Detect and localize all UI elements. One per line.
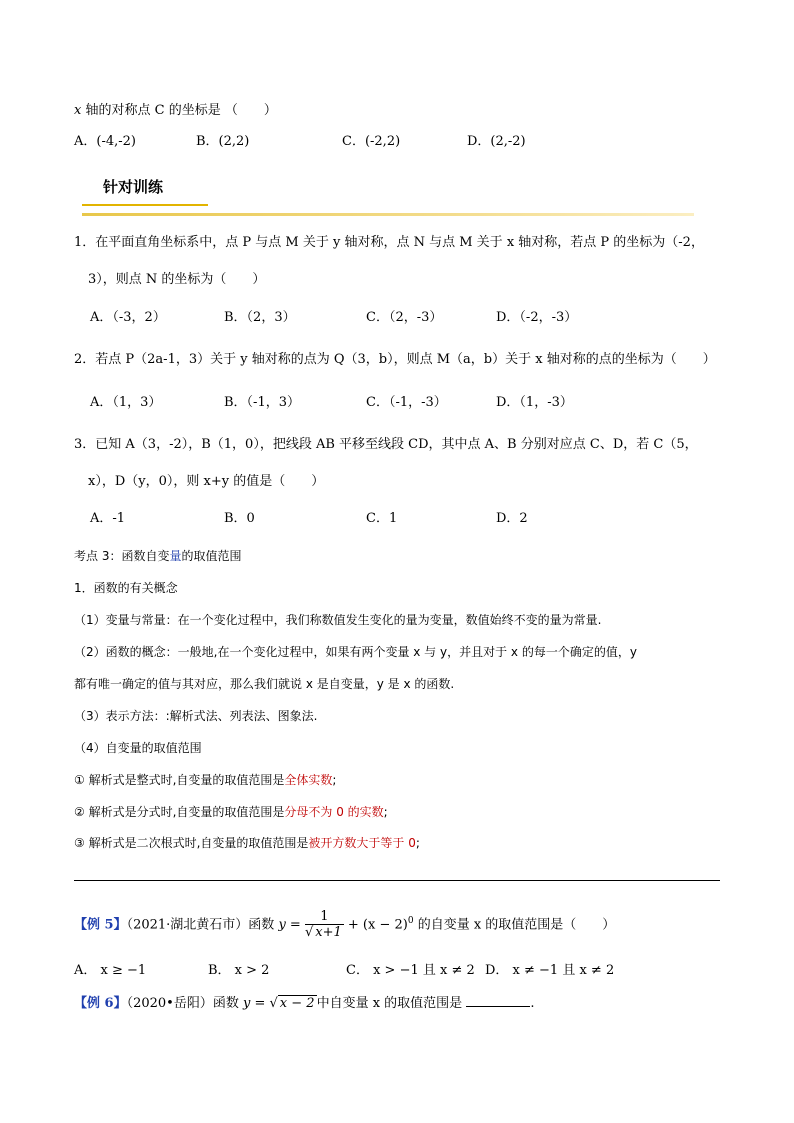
ex5-option-d[interactable]: D． x ≠ −1 且 x ≠ 2 [485,963,615,978]
q2-option-c[interactable]: C．（-1，-3） [366,395,447,410]
q3-stem-line2: x），D（y，0），则 x+y 的值是（ ） [88,474,325,489]
option-d[interactable]: D．(2,-2) [467,134,526,149]
rule-polynomial: ① 解析式是整式时,自变量的取值范围是全体实数; [74,773,337,787]
kaodian-title: 考点 3：函数自变量的取值范围 [74,549,242,563]
q2-option-d[interactable]: D．（1，-3） [496,395,573,410]
ex5-option-c[interactable]: C． x > −1 且 x ≠ 2 [346,963,475,978]
ex5-option-a[interactable]: A． x ≥ −1 [74,963,147,978]
q3-option-c[interactable]: C．1 [366,511,398,526]
q3-option-d[interactable]: D．2 [496,511,528,526]
section-title: 针对训练 [103,178,164,196]
example6-stem: 【例 6】（2020•岳阳）函数 y = √ x − 2 中自变量 x 的取值范围是 . [74,996,535,1011]
q3-option-b[interactable]: B．0 [224,511,255,526]
q2-option-b[interactable]: B．（-1，3） [224,395,300,410]
q1-option-a[interactable]: A．（-3，2） [90,310,166,325]
example5-fraction: $\frac{1}{√ x+1}$ [304,908,342,940]
section-divider [82,213,694,216]
concept-function-line2: 都有唯一确定的值与其对应，那么我们就说 x 是自变量，y 是 x 的函数. [74,677,455,691]
ex5-option-b[interactable]: B． x > 2 [208,963,270,978]
kaodian-subheading: 1．函数的有关概念 [74,581,178,595]
concept-domain: （4）自变量的取值范围 [74,741,202,755]
q1-stem-line1: 1．在平面直角坐标系中，点 P 与点 M 关于 y 轴对称，点 N 与点 M 关于 x 轴对称，若点 P 的坐标为（-2， [74,235,704,250]
concept-representation: （3）表示方法：:解析式法、列表法、图象法. [74,709,318,723]
q1-option-d[interactable]: D．（-2，-3） [496,310,578,325]
prev-question-tail: x 轴的对称点 C 的坐标是 （ ） [74,103,277,118]
q1-option-c[interactable]: C．（2，-3） [366,310,443,325]
option-a[interactable]: A．(-4,-2) [74,134,136,149]
example5-stem: 【例 5】（2021·湖北黄石市）函数 y = $\frac{1}{√ x+1}$ + $(x - 2)^0$ 的自变量 x 的取值范围是（ ） [74,908,616,940]
answer-blank[interactable] [466,994,530,1007]
q2-option-a[interactable]: A．（1，3） [90,395,162,410]
q3-stem-line1: 3．已知 A（3，-2），B（1，0），把线段 AB 平移至线段 CD，其中点 A、B 分别对应点 C、D，若 C（5， [74,437,698,452]
q1-option-b[interactable]: B．（2，3） [224,310,296,325]
concept-function-line1: （2）函数的概念：一般地,在一个变化过程中，如果有两个变量 x 与 y，并且对于 x 的每一个确定的值，y [74,645,637,659]
horizontal-rule [74,880,720,881]
concept-variable: （1）变量与常量：在一个变化过程中，我们称数值发生变化的量为变量，数值始终不变的量为常量. [74,613,602,627]
section-title-underline [82,204,208,206]
q3-option-a[interactable]: A．-1 [90,511,126,526]
option-b[interactable]: B．(2,2) [196,134,250,149]
q2-stem: 2．若点 P（2a-1，3）关于 y 轴对称的点为 Q（3，b），则点 M（a，b）关于 x 轴对称的点的坐标为（ ） [74,352,716,367]
option-c[interactable]: C．(-2,2) [342,134,401,149]
rule-fraction: ② 解析式是分式时,自变量的取值范围是分母不为 0 的实数; [74,805,388,819]
q1-stem-line2: 3），则点 N 的坐标为（ ） [88,272,266,287]
rule-radical: ③ 解析式是二次根式时,自变量的取值范围是被开方数大于等于 0; [74,836,420,850]
